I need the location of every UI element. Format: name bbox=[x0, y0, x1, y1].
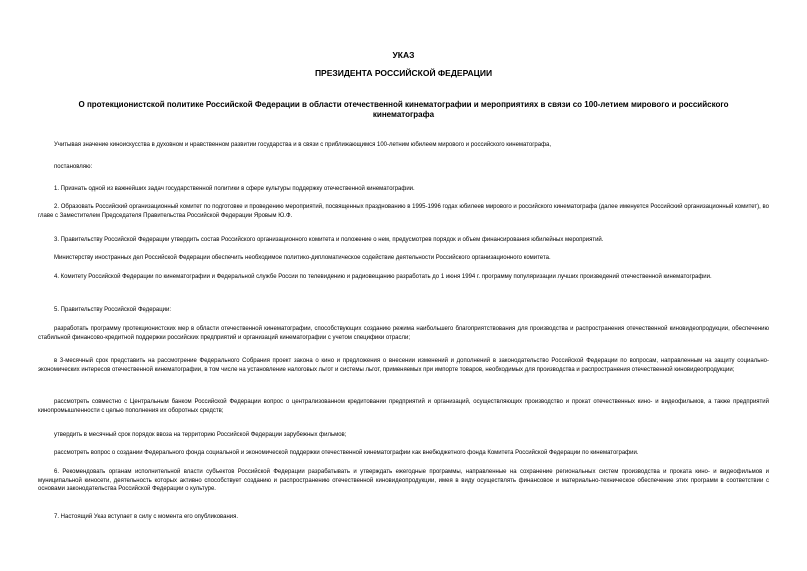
paragraph-5-item-3: рассмотреть совместно с Центральным банком Российской Федерации вопрос о централизованном кредитовании предприятий и организаций, осуществляющих производство и прокат отечественных кино- и видеофильмов, а также предприятий кинопромышленности с целью пополнения их оборотных средств; bbox=[38, 399, 769, 414]
paragraph-3: 3. Правительству Российской Федерации утвердить состав Российского организационного комитета и положение о нем, предусмотрев порядок и объем финансирования юбилейных мероприятий. bbox=[54, 237, 604, 243]
paragraph-3-mfa: Министерству иностранных дел Российской Федерации обеспечить необходимое политико-дипломатическое содействие деятельности Российского организационного комитета. bbox=[54, 255, 551, 261]
paragraph-5-item-5: рассмотреть вопрос о создании Федерального фонда социальной и экономической поддержки отечественной кинематографии как внебюджетного фонда Комитета Российской Федерации по кинематографии. bbox=[54, 450, 639, 456]
document-subtitle: ПРЕЗИДЕНТА РОССИЙСКОЙ ФЕДЕРАЦИИ bbox=[314, 68, 493, 78]
paragraph-5-item-2: в 3-месячный срок представить на рассмотрение Федерального Собрания проект закона о кино и предложения о внесении изменений и дополнений в законодательство Российской Федерации по вопросам, направленным на защиту социально-экономических интересов отечественной кинематографии, в том числе на установление налоговых льгот и системы льгот, применяемых при импорте товаров, необходимых для производства и распространения отечественной киновидеопродукции; bbox=[38, 358, 769, 373]
paragraph-4: 4. Комитету Российской Федерации по кинематографии и Федеральной службе России по телевидению и радиовещанию разработать до 1 июня 1994 г. программу популяризации лучших произведений отечественной кинематографии. bbox=[54, 274, 712, 280]
paragraph-6: 6. Рекомендовать органам исполнительной власти субъектов Российской Федерации разрабатывать и утверждать ежегодные программы, направленные на сохранение региональных систем производства и проката кино- и видеофильмов и муниципальной киносети, деятельность которых активно способствует созданию и распространению отечественной киновидеопродукции, имея в виду осуществлять финансовое и материально-техническое обеспечение этих программ в соответствии с основами законодательства Российской Федерации о культуре. bbox=[38, 469, 769, 492]
preamble-paragraph: Учитывая значение киноискусства в духовном и нравственном развитии государства и в связи с приближающимся 100-летним юбилеем мирового и российского кинематографа, bbox=[54, 142, 552, 148]
paragraph-1: 1. Признать одной из важнейших задач государственной политики в сфере культуры поддержку отечественной кинематографии. bbox=[54, 186, 415, 192]
paragraph-5: 5. Правительству Российской Федерации: bbox=[54, 307, 172, 313]
paragraph-7: 7. Настоящий Указ вступает в силу с момента его опубликования. bbox=[54, 514, 239, 520]
paragraph-5-item-1: разработать программу протекционистских мер в области отечественной кинематографии, способствующих созданию режима наибольшего благоприятствования для производства и распространения отечественной киновидеопродукции, обеспечению стабильной финансово-кредитной поддержки российских предприятий и организаций кинематографии с учетом специфики отрасли; bbox=[38, 326, 769, 341]
document-heading: О протекционистской политике Российской Федерации в области отечественной кинематографии и мероприятиях в связи со 100-летием мирового и российского кинематографа bbox=[78, 100, 729, 119]
document-title: УКАЗ bbox=[392, 50, 415, 60]
paragraph-2: 2. Образовать Российский организационный комитет по подготовке и проведению мероприятий, посвященных празднованию в 1995-1996 годах юбилеев мирового и российского кинематографа (далее именуется Российский организационный комитет), во главе с Заместителем Председателя Правительства Российской Федерации Яровым Ю.Ф. bbox=[38, 204, 769, 219]
paragraph-5-item-4: утвердить в месячный срок порядок ввоза на территорию Российской Федерации зарубежных фильмов; bbox=[54, 432, 347, 438]
decree-phrase: постановляю: bbox=[54, 164, 93, 170]
